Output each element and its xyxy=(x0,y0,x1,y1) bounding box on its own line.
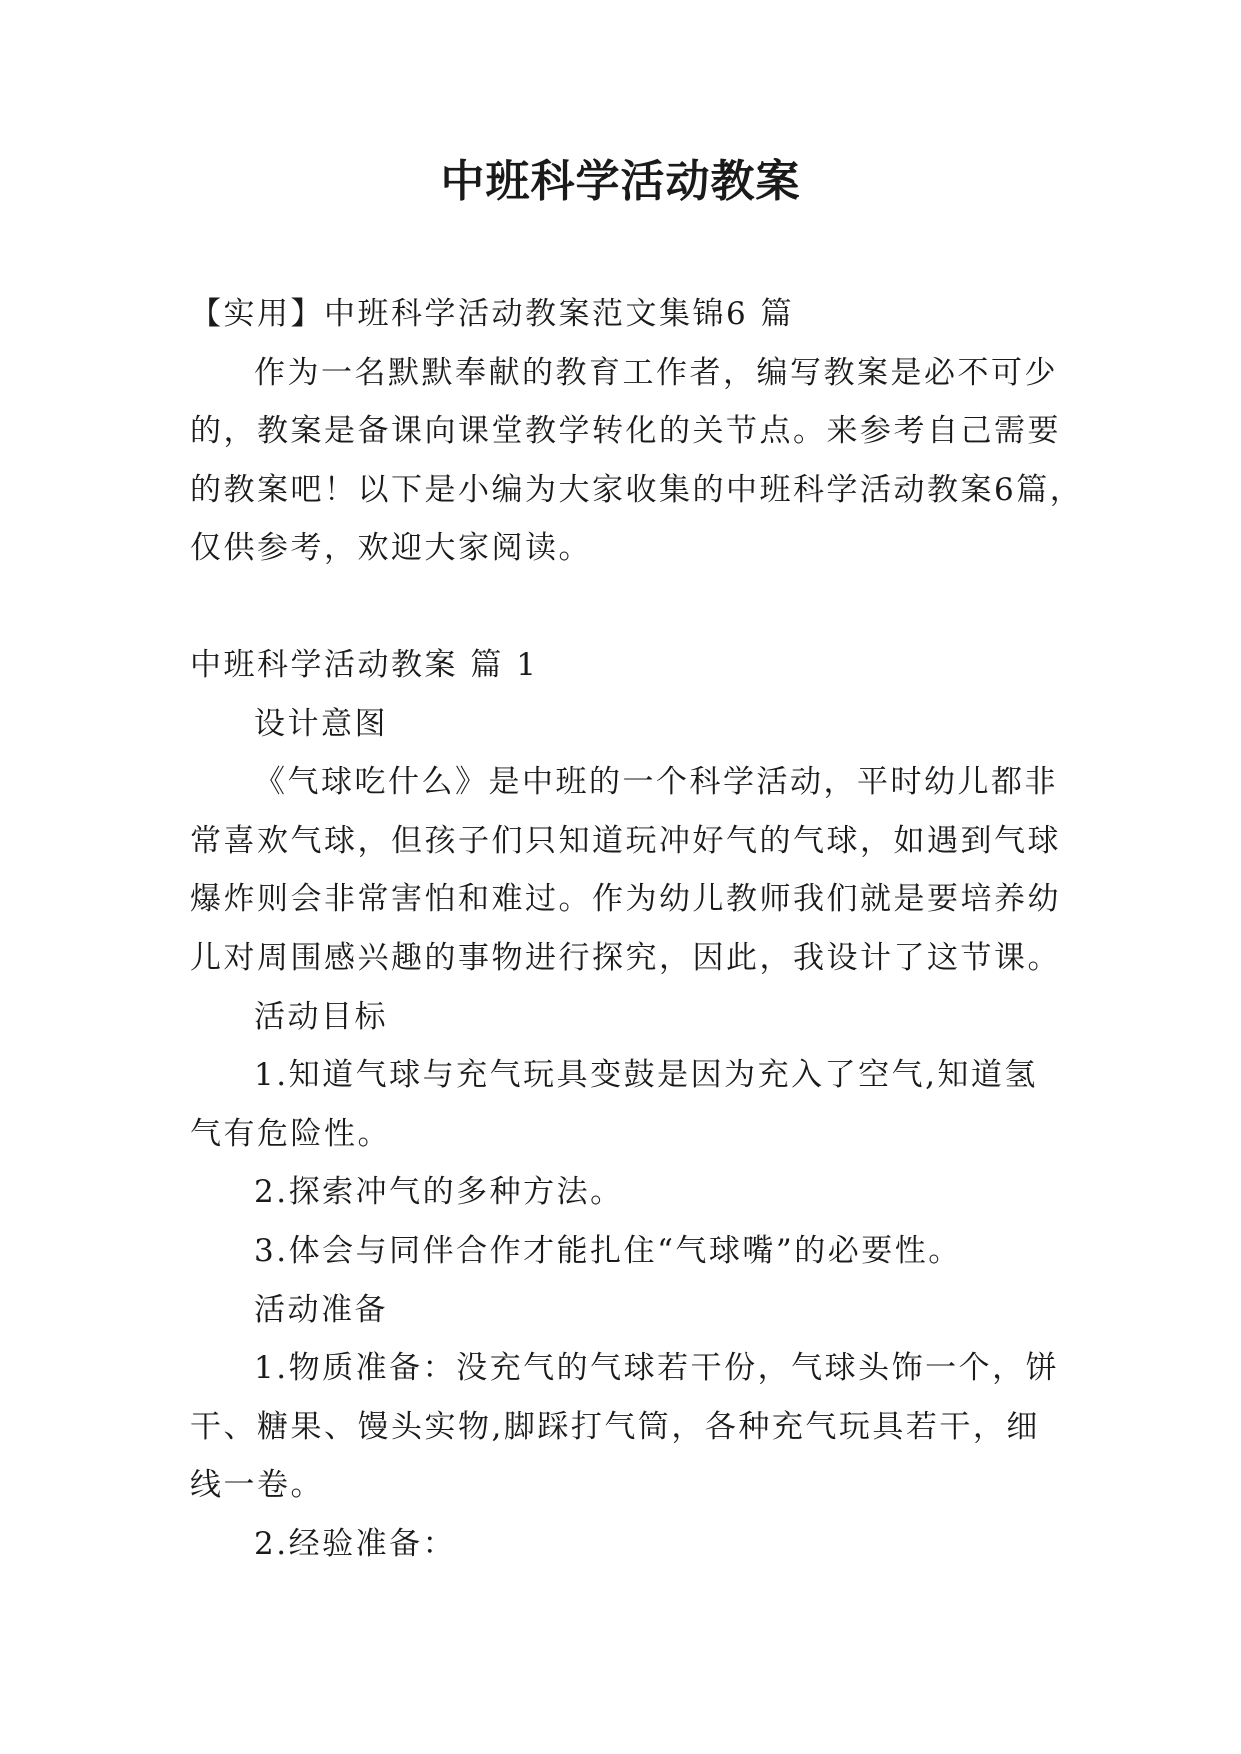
design-heading: 设计意图 xyxy=(254,705,388,742)
goal-line: 3.体会与同伴合作才能扎住“气球嘴”的必要性。 xyxy=(254,1232,962,1269)
prep-line: 干、糖果、馒头实物,脚踩打气筒，各种充气玩具若干，细 xyxy=(190,1408,1040,1445)
document-body xyxy=(190,285,1084,1573)
design-text-line: 儿对周围感兴趣的事物进行探究，因此，我设计了这节课。 xyxy=(190,939,1061,976)
goal-line: 气有危险性。 xyxy=(190,1115,391,1152)
design-text-line: 常喜欢气球，但孩子们只知道玩冲好气的气球，如遇到气球 xyxy=(190,822,1061,859)
goals-heading: 活动目标 xyxy=(254,998,388,1035)
prep-line: 2.经验准备： xyxy=(254,1525,457,1562)
prep-heading: 活动准备 xyxy=(254,1291,388,1328)
goal-line: 2.探索冲气的多种方法。 xyxy=(254,1174,624,1211)
section-heading: 中班科学活动教案 篇 1 xyxy=(190,646,539,683)
document-subtitle: 【实用】中班科学活动教案范文集锦6 篇 xyxy=(190,296,795,332)
prep-line: 线一卷。 xyxy=(190,1467,324,1504)
design-text-line: 爆炸则会非常害怕和难过。作为幼儿教师我们就是要培养幼 xyxy=(190,881,1061,918)
design-text-line: 《气球吃什么》是中班的一个科学活动，平时幼儿都非 xyxy=(254,764,1058,801)
section-spacer xyxy=(190,578,1060,636)
prep-line: 1.物质准备：没充气的气球若干份，气球头饰一个，饼 xyxy=(254,1350,1060,1387)
goal-line: 1.知道气球与充气玩具变鼓是因为充入了空气,知道氢 xyxy=(254,1057,1038,1094)
document-title: 中班科学活动教案 xyxy=(440,156,801,207)
intro-line: 的，教案是备课向课堂教学转化的关节点。来参考自己需要 xyxy=(190,413,1061,450)
intro-line: 的教案吧！以下是小编为大家收集的中班科学活动教案6篇， xyxy=(190,471,1084,508)
intro-line: 作为一名默默奉献的教育工作者，编写教案是必不可少 xyxy=(254,354,1058,391)
intro-line: 仅供参考，欢迎大家阅读。 xyxy=(190,530,592,567)
